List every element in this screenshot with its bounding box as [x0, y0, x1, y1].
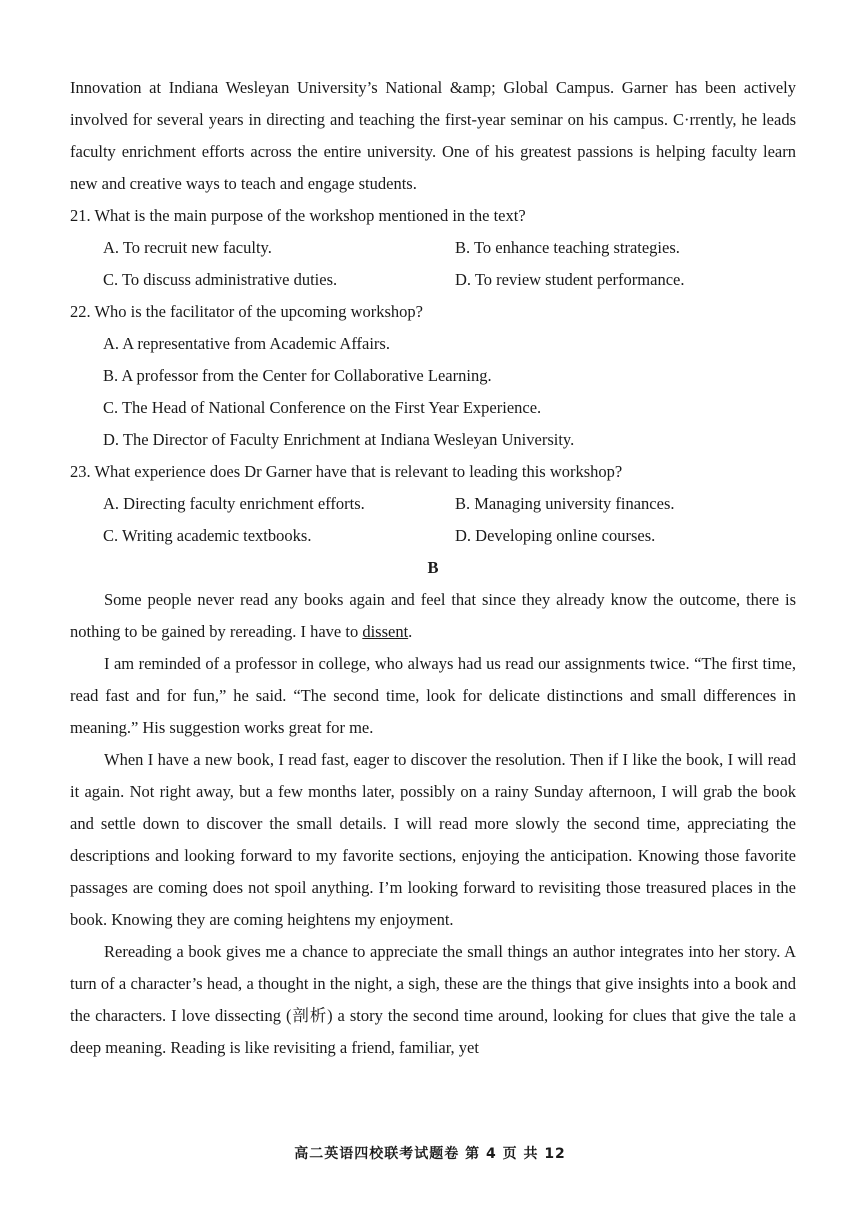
question-21	[70, 200, 796, 296]
passage-b-paragraph-1	[70, 584, 796, 648]
option-b: B. A professor from the Center for Collaborative Learning.	[103, 366, 492, 385]
option-b: B. Managing university finances.	[455, 494, 675, 513]
section-heading: B	[427, 558, 439, 577]
passage-b-paragraph-2: I am reminded of a professor in college, who always had us read our assignments twice. “The first time, read fast and for fun,” he said. “The second time, look for delicate distinctions and small differences in meaning.” His suggestion works great for me.	[70, 654, 796, 737]
option-a: A. To recruit new faculty.	[103, 238, 272, 257]
paragraph-text-end: .	[408, 622, 413, 641]
page-content	[70, 72, 796, 1064]
option-a: A. Directing faculty enrichment efforts.	[103, 494, 365, 513]
question-stem: 21. What is the main purpose of the workshop mentioned in the text?	[70, 206, 526, 225]
paragraph-text: Some people never read any books again and feel that since they already know the outcome, there is nothing to be gained by rereading. I have to	[70, 590, 796, 641]
answer-options	[70, 488, 796, 552]
page-footer: 高二英语四校联考试题卷 第 4 页 共 12	[294, 1146, 566, 1162]
answer-options	[70, 328, 796, 456]
option-a: A. A representative from Academic Affairs.	[103, 334, 390, 353]
option-c: C. The Head of National Conference on the First Year Experience.	[103, 398, 542, 417]
passage-a-tail: Innovation at Indiana Wesleyan University’s National &amp; Global Campus. Garner has been actively involved for several years in directing and teaching the first-year seminar on his campus. C·rrently, he leads faculty enrichment efforts across the entire university. One of his greatest passions is helping faculty learn new and creative ways to teach and engage students.	[70, 78, 796, 193]
underlined-word: dissent	[362, 622, 409, 641]
option-b: B. To enhance teaching strategies.	[455, 238, 680, 257]
option-c: C. Writing academic textbooks.	[103, 526, 312, 545]
question-22	[70, 296, 796, 456]
option-d: D. Developing online courses.	[455, 526, 656, 545]
question-stem: 22. Who is the facilitator of the upcoming workshop?	[70, 302, 423, 321]
question-stem: 23. What experience does Dr Garner have that is relevant to leading this workshop?	[70, 462, 623, 481]
option-d: D. To review student performance.	[455, 270, 685, 289]
answer-options	[70, 232, 796, 296]
question-23	[70, 456, 796, 552]
option-c: C. To discuss administrative duties.	[103, 270, 338, 289]
option-d: D. The Director of Faculty Enrichment at Indiana Wesleyan University.	[103, 430, 575, 449]
passage-b-paragraph-4: Rereading a book gives me a chance to appreciate the small things an author integrates into her story. A turn of a character’s head, a thought in the night, a sigh, these are the things that give insights into a book and the characters. I love dissecting (剖析) a story the second time around, looking for clues that give the tale a deep meaning. Reading is like revisiting a friend, familiar, yet	[70, 942, 796, 1057]
passage-b-paragraph-3: When I have a new book, I read fast, eager to discover the resolution. Then if I like the book, I will read it again. Not right away, but a few months later, possibly on a rainy Sunday afternoon, I will grab the book and settle down to discover the small details. I will read more slowly the second time, appreciating the descriptions and looking forward to my favorite sections, enjoying the anticipation. Knowing those favorite passages are coming does not spoil anything. I’m looking forward to revisiting those treasured places in the book. Knowing they are coming heightens my enjoyment.	[70, 750, 796, 929]
